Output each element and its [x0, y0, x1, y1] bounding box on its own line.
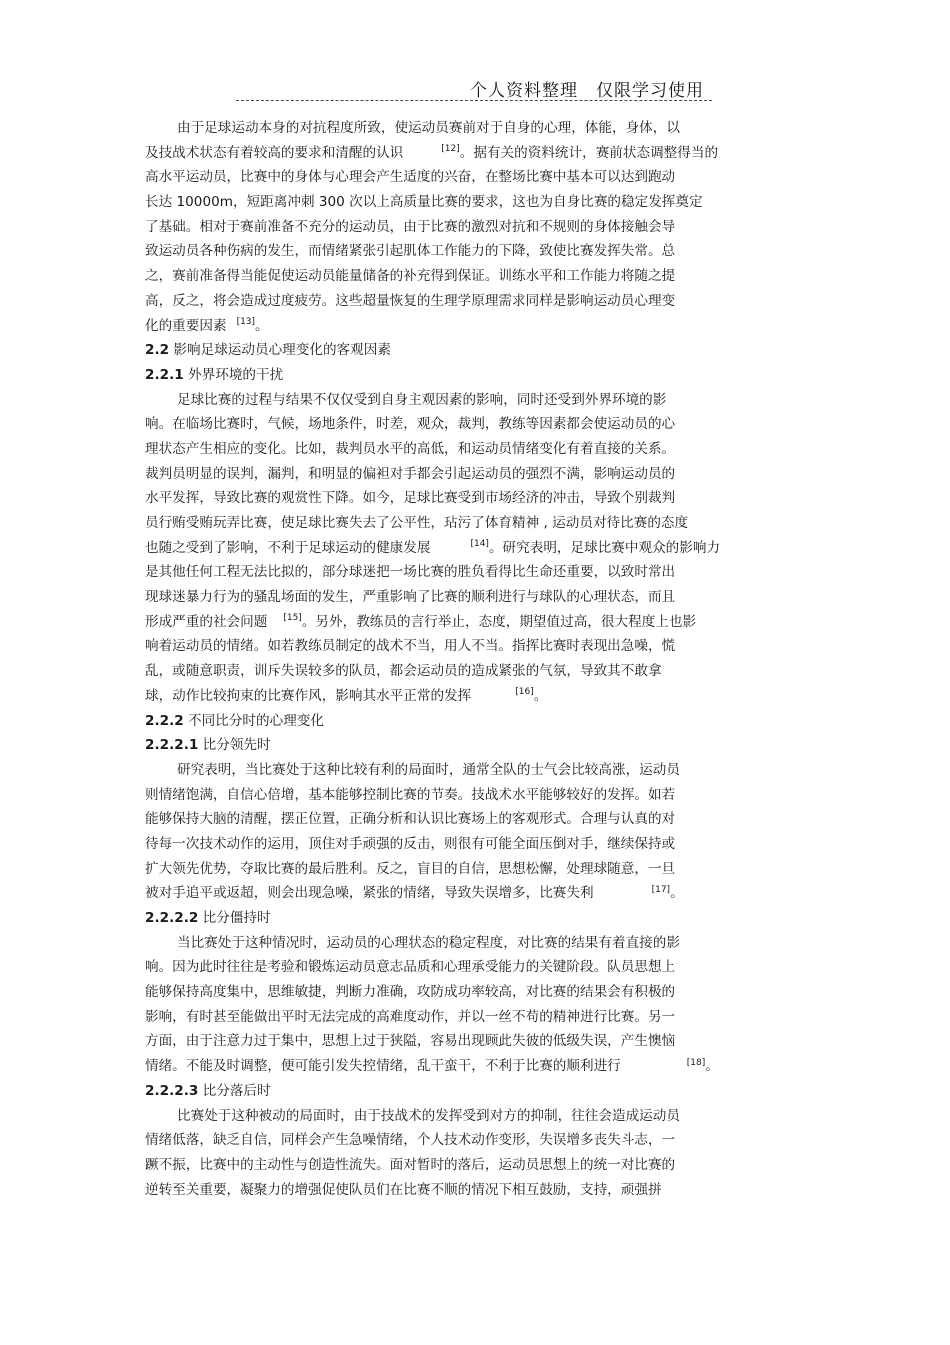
paragraph-line: [145, 1104, 805, 1129]
paragraph-line: [145, 634, 805, 659]
line-text-continued: 。研究表明，足球比赛中观众的影响力: [488, 539, 721, 556]
citation-marker: [12]: [441, 144, 460, 155]
line-text-continued: 。据有关的资料统计，赛前状态调整得当的: [459, 144, 719, 161]
line-text: 形成严重的社会问题: [145, 613, 268, 630]
line-text: 裁判员明显的误判，漏判，和明显的偏袒对手都会引起运动员的强烈不满，影响运动员的: [145, 465, 676, 482]
paragraph-line: [145, 141, 805, 166]
paragraph-line: [145, 931, 805, 956]
line-text: 扩大领先优势，夺取比赛的最后胜利。反之，盲目的自信，思想松懈，处理球随意，一旦: [145, 860, 676, 877]
paragraph-line: [145, 264, 805, 289]
section-heading: [145, 906, 805, 931]
paragraph-line: [145, 314, 805, 339]
paragraph-line: [145, 857, 805, 882]
citation-marker: [17]: [651, 884, 671, 895]
paragraph-line: [145, 758, 805, 783]
line-text-continued: 。: [705, 1058, 719, 1075]
paragraph-line: [145, 289, 805, 314]
citation-marker: [15]: [283, 613, 302, 624]
heading-text: 外界环境的干扰: [183, 366, 284, 383]
line-text: 方面，由于注意力过于集中，思想上过于狭隘，容易出现顾此失彼的低级失误，产生懊恼: [145, 1033, 676, 1050]
paragraph-line: [145, 116, 805, 141]
line-text: 乱，或随意职责，训斥失误较多的队员，都会运动员的造成紧张的气氛，导致其不敢拿: [145, 663, 662, 680]
paragraph-line: [145, 462, 805, 487]
line-text: 情绪低落，缺乏自信，同样会产生急噪情绪，个人技术动作变形，失误增多丧失斗志，一: [145, 1132, 676, 1149]
paragraph-line: [145, 659, 805, 684]
header-text: 个人资料整理 仅限学习使用: [470, 81, 704, 101]
citation-marker: [13]: [236, 316, 256, 327]
paragraph-line: [145, 165, 805, 190]
line-text: 高水平运动员，比赛中的身体与心理会产生适度的兴奋，在整场比赛中基本可以达到跑动: [145, 169, 676, 186]
paragraph-line: [145, 1054, 805, 1079]
line-text: 之，赛前准备得当能促使运动员能量储备的补充得到保证。训练水平和工作能力将随之提: [145, 268, 676, 285]
line-text: 及技战术状态有着较高的要求和清醒的认识: [145, 144, 404, 161]
line-text: 能够保持高度集中，思维敏捷，判断力准确，攻防成功率较高，对比赛的结果会有积极的: [145, 984, 676, 1001]
line-text: 响。在临场比赛时，气候，场地条件，时差，观众，裁判，教练等因素都会使运动员的心: [145, 416, 676, 433]
line-text: 也随之受到了影响，不利于足球运动的健康发展: [145, 539, 431, 556]
paragraph-line: [145, 1005, 805, 1030]
section-number: 2.2.2: [145, 712, 184, 729]
line-text: 被对手追平或返超，则会出现急噪，紧张的情绪，导致失误增多，比赛失利: [145, 885, 594, 902]
paragraph-line: [145, 486, 805, 511]
line-text: 员行贿受贿玩弄比赛，使足球比赛失去了公平性，玷污了体育精神 , 运动员对待比赛的态度: [145, 515, 689, 531]
line-text: 响。因为此时往往是考验和锻炼运动员意志品质和心理承受能力的关键阶段。队员思想上: [145, 959, 676, 976]
line-text-continued: 。: [670, 885, 684, 902]
line-text: 现球迷暴力行为的骚乱场面的发生，严重影响了比赛的顺利进行与球队的心理状态，而且: [145, 589, 676, 606]
line-text: 水平发挥，导致比赛的观赏性下降。如今，足球比赛受到市场经济的冲击，导致个别裁判: [145, 490, 676, 507]
line-text: 逆转至关重要，凝聚力的增强促使队员们在比赛不顺的情况下相互鼓励，支持，顽强拼: [145, 1181, 662, 1198]
paragraph-line: [145, 1128, 805, 1153]
line-text: 高，反之，将会造成过度疲劳。这些超量恢复的生理学原理需求同样是影响运动员心理变: [145, 292, 676, 309]
heading-text: 比分僵持时: [198, 910, 271, 926]
citation-marker: [18]: [686, 1057, 706, 1068]
line-text-continued: 。: [255, 317, 269, 334]
paragraph-line: [145, 955, 805, 980]
paragraph-line: [145, 437, 805, 462]
section-number: 2.2.2.3: [145, 1082, 199, 1099]
paragraph-line: [145, 684, 805, 709]
heading-text: 影响足球运动员心理变化的客观因素: [169, 342, 391, 359]
section-heading: [145, 709, 805, 734]
line-text: 待每一次技术动作的运用，顶住对手顽强的反击，则很有可能全面压倒对手，继续保持或: [145, 835, 676, 852]
line-text: 研究表明，当比赛处于这种比较有利的局面时，通常全队的士气会比较高涨，运动员: [177, 761, 680, 778]
line-text: 能够保持大脑的清醒，摆正位置，正确分析和认识比赛场上的客观形式。合理与认真的对: [145, 811, 676, 828]
line-text: 比赛处于这种被动的局面时，由于技战术的发挥受到对方的抑制，往往会造成运动员: [177, 1107, 680, 1124]
paragraph-line: [145, 536, 805, 561]
paragraph-line: [145, 190, 805, 215]
paragraph-line: [145, 412, 805, 437]
line-text: 足球比赛的过程与结果不仅仅受到自身主观因素的影响，同时还受到外界环境的影: [177, 391, 667, 408]
line-text: 影响，有时甚至能做出平时无法完成的高难度动作，并以一丝不苟的精神进行比赛。另一: [145, 1008, 676, 1025]
section-heading: [145, 338, 805, 363]
line-text: 当比赛处于这种情况时，运动员的心理状态的稳定程度，对比赛的结果有着直接的影: [177, 934, 680, 951]
paragraph-line: [145, 832, 805, 857]
section-heading: [145, 1079, 805, 1104]
section-number: 2.2.1: [145, 366, 184, 383]
line-text: 蹶不振，比赛中的主动性与创造性流失。面对暂时的落后，运动员思想上的统一对比赛的: [145, 1156, 676, 1173]
citation-marker: [16]: [515, 687, 534, 698]
line-text: 是其他任何工程无法比拟的，部分球迷把一场比赛的胜负看得比生命还重要，以致时常出: [145, 564, 676, 581]
paragraph-line: [145, 560, 805, 585]
section-heading: [145, 363, 805, 388]
line-text: 理状态产生相应的变化。比如，裁判员水平的高低，和运动员情绪变化有着直接的关系。: [145, 440, 676, 457]
line-text: 了基础。相对于赛前准备不充分的运动员，由于比赛的激烈对抗和不规则的身体接触会导: [145, 218, 676, 235]
line-text-continued: 。另外，教练员的言行举止，态度，期望值过高，很大程度上也影: [301, 613, 697, 630]
section-number: 2.2.2.1: [145, 737, 199, 754]
paragraph-line: [145, 980, 805, 1005]
paragraph-line: [145, 1029, 805, 1054]
line-text: 情绪。不能及时调整，便可能引发失控情绪，乱干蛮干，不利于比赛的顺利进行: [145, 1058, 621, 1075]
line-text: 长达 10000m，短距离冲刺 300 次以上高质量比赛的要求，这也为自身比赛的稳定发挥奠定: [145, 194, 703, 211]
paragraph-line: [145, 783, 805, 808]
paragraph-line: [145, 610, 805, 635]
line-text: 球，动作比较拘束的比赛作风，影响其水平正常的发挥: [145, 687, 472, 704]
paragraph-line: [145, 1178, 805, 1203]
section-number: 2.2: [145, 342, 170, 359]
document-body: [145, 116, 805, 1202]
heading-text: 比分领先时: [198, 737, 271, 754]
line-text: 由于足球运动本身的对抗程度所致，使运动员赛前对于自身的心理，体能，身体，以: [177, 120, 680, 136]
paragraph-line: [145, 511, 805, 536]
page-header: [236, 76, 712, 101]
heading-text: 比分落后时: [198, 1082, 271, 1099]
line-text: 响着运动员的情绪。如若教练员制定的战术不当，用人不当。指挥比赛时表现出急噪，慌: [145, 638, 676, 655]
paragraph-line: [145, 215, 805, 240]
line-text-continued: 。: [533, 687, 548, 704]
line-text: 则情绪饱满，自信心倍增，基本能够控制比赛的节奏。技战术水平能够较好的发挥。如若: [145, 786, 676, 803]
paragraph-line: [145, 585, 805, 610]
section-heading: [145, 733, 805, 758]
paragraph-line: [145, 807, 805, 832]
section-number: 2.2.2.2: [145, 910, 199, 926]
line-text: 致运动员各种伤病的发生，而情绪紧张引起肌体工作能力的下降，致使比赛发挥失常。总: [145, 243, 676, 260]
heading-text: 不同比分时的心理变化: [183, 712, 324, 729]
citation-marker: [14]: [470, 539, 489, 550]
paragraph-line: [145, 388, 805, 413]
paragraph-line: [145, 881, 805, 906]
line-text: 化的重要因素: [145, 317, 227, 334]
paragraph-line: [145, 239, 805, 264]
paragraph-line: [145, 1153, 805, 1178]
